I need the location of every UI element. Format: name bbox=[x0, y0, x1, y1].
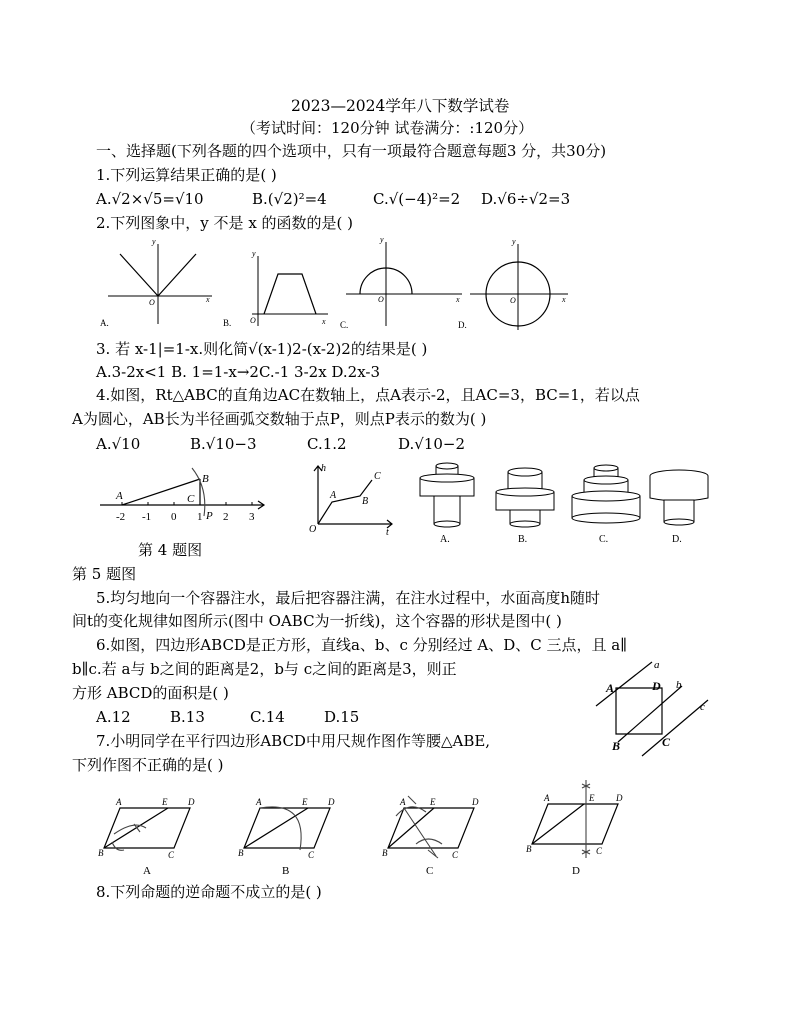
q4-tick-2: 2 bbox=[223, 511, 229, 523]
q5-container-c-label: C. bbox=[599, 534, 609, 545]
q6-stem-line1: 6.如图，四边形ABCD是正方形，直线a、b、c 分别经过 A、D、C 三点，且 a∥ bbox=[96, 636, 628, 654]
q4-tick-3: 3 bbox=[249, 511, 255, 523]
q7c-label-a: A bbox=[400, 797, 406, 807]
q6-point-c: C bbox=[662, 735, 671, 749]
q4-point-b: B bbox=[202, 473, 209, 485]
q2-graph-a bbox=[98, 236, 218, 336]
q7d-label-c: C bbox=[596, 846, 603, 856]
q7c-label-c: C bbox=[452, 850, 459, 860]
q7a-option: A bbox=[143, 865, 151, 877]
q5-graph bbox=[306, 462, 406, 536]
q6-label-c: c bbox=[700, 701, 705, 713]
q4-tick-neg2: -2 bbox=[116, 511, 126, 523]
svg-text:x: x bbox=[206, 295, 210, 304]
svg-text:O: O bbox=[510, 296, 516, 305]
exam-title: 2023—2024学年八下数学试卷 bbox=[291, 97, 510, 115]
q7d-label-a: A bbox=[544, 793, 550, 803]
q7-figure-b bbox=[238, 794, 338, 878]
svg-text:y: y bbox=[252, 249, 256, 258]
q3-options: A.3-2x<1 B. 1=1-x→2C.-1 3-2x D.2x-3 bbox=[96, 363, 381, 381]
q7-figure-c bbox=[382, 790, 482, 878]
q7c-label-d: D bbox=[472, 797, 479, 807]
q7-figure-a bbox=[98, 794, 198, 878]
q7-stem-line2: 下列作图不正确的是( ) bbox=[72, 756, 224, 774]
q7b-label-c: C bbox=[308, 850, 315, 860]
q1-option-c: C.√(−4)²=2 bbox=[373, 190, 461, 208]
q6-label-b: b bbox=[676, 679, 682, 691]
q2-graph-b bbox=[220, 250, 340, 336]
section-heading: 一、选择题(下列各题的四个选项中，只有一项最符合题意每题3 分，共30分) bbox=[96, 142, 607, 160]
q5-figure-caption: 第 5 题图 bbox=[72, 565, 137, 583]
q7b-label-b: B bbox=[238, 848, 244, 858]
q7a-label-a: A bbox=[116, 797, 122, 807]
q4-point-a: A bbox=[116, 490, 123, 502]
q7-stem-line1: 7.小明同学在平行四边形ABCD中用尺规作图作等腰△ABE, bbox=[96, 732, 491, 750]
q7d-label-e: E bbox=[589, 793, 595, 803]
q1-option-d: D.√6÷√2=3 bbox=[481, 190, 571, 208]
q4-point-c: C bbox=[187, 493, 195, 505]
q2-graph-b-label: B. bbox=[223, 318, 232, 328]
svg-text:x: x bbox=[562, 295, 566, 304]
q5-container-a-label: A. bbox=[440, 534, 450, 545]
q7b-label-a: A bbox=[256, 797, 262, 807]
q2-graph-d-label: D. bbox=[458, 320, 467, 330]
q6-option-d: D.15 bbox=[324, 708, 360, 726]
q4-option-c: C.1.2 bbox=[307, 435, 347, 453]
q1-option-b: B.(√2)²=4 bbox=[252, 190, 327, 208]
q6-figure bbox=[590, 658, 730, 758]
q7a-label-c: C bbox=[168, 850, 175, 860]
svg-text:x: x bbox=[456, 295, 460, 304]
q6-option-c: C.14 bbox=[250, 708, 285, 726]
q4-figure bbox=[96, 462, 276, 532]
q4-stem-line1: 4.如图，Rt△ABC的直角边AC在数轴上，点A表示-2，且AC=3，BC=1，若以点 bbox=[96, 386, 640, 404]
q5-container-b bbox=[490, 462, 560, 546]
q7c-label-b: B bbox=[382, 848, 388, 858]
q4-tick-1: 1 bbox=[197, 511, 203, 523]
q4-option-a: A.√10 bbox=[96, 435, 141, 453]
q4-option-d: D.√10−2 bbox=[398, 435, 466, 453]
q5-container-c bbox=[568, 462, 644, 546]
q5-container-d bbox=[644, 462, 714, 546]
svg-text:x: x bbox=[322, 317, 326, 326]
q6-stem-line3: 方形 ABCD的面积是( ) bbox=[72, 684, 229, 702]
q1-stem: 1.下列运算结果正确的是( ) bbox=[96, 166, 277, 184]
q5-graph-o: O bbox=[309, 524, 317, 535]
q4-figure-caption: 第 4 题图 bbox=[138, 541, 203, 559]
q7a-label-b: B bbox=[98, 848, 104, 858]
q7d-option: D bbox=[572, 865, 580, 877]
q7a-label-e: E bbox=[162, 797, 168, 807]
svg-text:y: y bbox=[380, 235, 384, 244]
q5-container-a bbox=[412, 462, 482, 546]
q2-graph-c-label: C. bbox=[340, 320, 349, 330]
q5-graph-b: B bbox=[362, 496, 369, 507]
q2-graph-d bbox=[456, 236, 576, 336]
q8-stem: 8.下列命题的逆命题不成立的是( ) bbox=[96, 883, 322, 901]
q6-point-b: B bbox=[612, 739, 621, 753]
q7a-label-d: D bbox=[188, 797, 195, 807]
svg-text:O: O bbox=[250, 316, 256, 325]
q6-stem-line2: b∥c.若 a与 b之间的距离是2，b与 c之间的距离是3，则正 bbox=[72, 660, 457, 678]
q6-point-d: D bbox=[652, 679, 661, 693]
q7b-label-d: D bbox=[328, 797, 335, 807]
q4-tick-0: 0 bbox=[171, 511, 177, 523]
q7-figure-d bbox=[526, 774, 626, 878]
svg-text:y: y bbox=[152, 237, 156, 246]
q1-option-a: A.√2×√5=√10 bbox=[96, 190, 204, 208]
q7d-label-b: B bbox=[526, 844, 532, 854]
q6-label-a: a bbox=[654, 659, 660, 671]
svg-text:O: O bbox=[149, 298, 155, 307]
q5-graph-a: A bbox=[330, 490, 337, 501]
q5-graph-t: t bbox=[386, 527, 389, 538]
q7d-label-d: D bbox=[616, 793, 623, 803]
q4-point-p: P bbox=[206, 510, 213, 522]
q5-graph-h: h bbox=[321, 463, 326, 474]
q4-option-b: B.√10−3 bbox=[190, 435, 257, 453]
q5-stem-line2: 间t的变化规律如图所示(图中 OABC为一折线)，这个容器的形状是图中( ) bbox=[72, 612, 562, 630]
exam-subtitle: （考试时间：120分钟 试卷满分：:120分） bbox=[241, 119, 534, 137]
q2-graph-c bbox=[338, 236, 468, 336]
q6-option-b: B.13 bbox=[170, 708, 205, 726]
q4-stem-line2: A为圆心，AB长为半径画弧交数轴于点P，则点P表示的数为( ) bbox=[72, 410, 487, 428]
q2-graph-a-label: A. bbox=[100, 318, 109, 328]
svg-text:y: y bbox=[512, 237, 516, 246]
q5-graph-c: C bbox=[374, 471, 381, 482]
q7b-label-e: E bbox=[302, 797, 308, 807]
q6-option-a: A.12 bbox=[96, 708, 131, 726]
q7b-option: B bbox=[282, 865, 290, 877]
q7c-option: C bbox=[426, 865, 434, 877]
q3-stem: 3. 若 x-1|=1-x.则化简√(x-1)2-(x-2)2的结果是( ) bbox=[96, 340, 428, 358]
q5-container-d-label: D. bbox=[672, 534, 682, 545]
q6-point-a: A bbox=[606, 681, 615, 695]
q4-tick-neg1: -1 bbox=[142, 511, 152, 523]
q7c-label-e: E bbox=[430, 797, 436, 807]
q5-stem-line1: 5.均匀地向一个容器注水，最后把容器注满，在注水过程中，水面高度h随时 bbox=[96, 589, 600, 607]
q5-container-b-label: B. bbox=[518, 534, 528, 545]
svg-text:O: O bbox=[378, 295, 384, 304]
q2-stem: 2.下列图象中，y 不是 x 的函数的是( ) bbox=[96, 214, 354, 232]
